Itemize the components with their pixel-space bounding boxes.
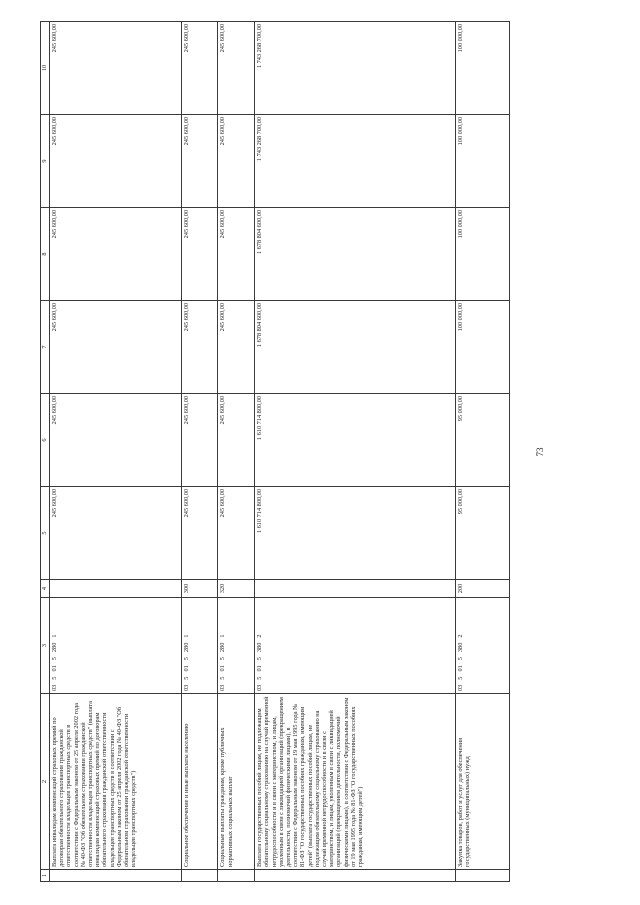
classification-code-cell bbox=[218, 598, 255, 694]
code-part: 380 bbox=[256, 642, 264, 653]
code-part: 5 bbox=[256, 676, 264, 680]
column-number-8: 8 bbox=[41, 208, 50, 301]
amount-cell-col10: 245 600,00 bbox=[50, 22, 182, 115]
code-part: 01 bbox=[51, 665, 58, 672]
row-index-cell bbox=[255, 870, 456, 882]
amount-cell-col10: 100 000,00 bbox=[455, 22, 509, 115]
code-part: 280 bbox=[219, 642, 227, 653]
code-part: 1 bbox=[219, 634, 227, 638]
code-part: 5 bbox=[51, 676, 58, 680]
code-part: 280 bbox=[182, 642, 190, 653]
item-name-cell: Социальные выплаты гражданам, кроме публичных нормативных социальных выплат bbox=[218, 694, 255, 870]
amount-cell-col7: 245 600,00 bbox=[181, 301, 218, 394]
item-name-cell: Выплата инвалидам компенсаций страховых премий по договорам обязательного страхования гражданской ответственности владельцев транспортных средств в соответствии с Федеральным законом от 25 апреля 2002 года № 40-ФЗ "Об обязательном страховании гражданской ответственности владельцев транспортных средств" (выплата инвалидам компенсаций страховых премий по договорам обязательного страхования гражданской ответственности владельцев транспортных средств в соответствии с Федеральным законом от 25 апреля 2002 года № 40-ФЗ "Об обязательном страховании гражданской ответственности владельцев транспортных средств") bbox=[50, 694, 182, 870]
amount-cell-col9: 1 743 268 700,00 bbox=[255, 115, 456, 208]
column-number-4: 4 bbox=[41, 580, 50, 598]
page-number: 73 bbox=[535, 447, 545, 457]
column-number-7: 7 bbox=[41, 301, 50, 394]
amount-cell-col5: 245 600,00 bbox=[181, 487, 218, 580]
expense-type-cell bbox=[50, 580, 182, 598]
amount-cell-col8: 1 678 804 600,00 bbox=[255, 208, 456, 301]
amount-cell-col9: 245 600,00 bbox=[218, 115, 255, 208]
classification-code-cell bbox=[181, 598, 218, 694]
amount-cell-col6: 245 600,00 bbox=[218, 394, 255, 487]
code-part: 01 bbox=[456, 665, 464, 672]
amount-cell-col6: 245 600,00 bbox=[50, 394, 182, 487]
code-part: 5 bbox=[51, 657, 58, 661]
amount-cell-col8: 100 000,00 bbox=[455, 208, 509, 301]
column-number-5: 5 bbox=[41, 487, 50, 580]
amount-cell-col5: 95 000,00 bbox=[455, 487, 509, 580]
rotated-page bbox=[40, 22, 600, 882]
code-part: 5 bbox=[456, 676, 464, 680]
column-number-9: 9 bbox=[41, 115, 50, 208]
code-part: 5 bbox=[256, 657, 264, 661]
code-part: 03 bbox=[51, 684, 58, 691]
code-part: 5 bbox=[219, 657, 227, 661]
code-part: 280 bbox=[51, 642, 58, 653]
classification-code-cell bbox=[255, 598, 456, 694]
code-part: 1 bbox=[182, 634, 190, 638]
column-number-2: 2 bbox=[41, 694, 50, 870]
table-row bbox=[255, 22, 456, 882]
column-number-6: 6 bbox=[41, 394, 50, 487]
classification-code-cell bbox=[50, 598, 182, 694]
classification-code-cell bbox=[455, 598, 509, 694]
code-part: 01 bbox=[182, 665, 190, 672]
table-row bbox=[181, 22, 218, 882]
row-index-cell bbox=[181, 870, 218, 882]
amount-cell-col7: 100 000,00 bbox=[455, 301, 509, 394]
amount-cell-col7: 245 600,00 bbox=[50, 301, 182, 394]
table-row bbox=[455, 22, 509, 882]
amount-cell-col9: 100 000,00 bbox=[455, 115, 509, 208]
amount-cell-col6: 1 610 714 800,00 bbox=[255, 394, 456, 487]
amount-cell-col9: 245 600,00 bbox=[50, 115, 182, 208]
code-part: 2 bbox=[456, 634, 464, 638]
column-number-10: 10 bbox=[41, 22, 50, 115]
expense-type-cell: 320 bbox=[218, 580, 255, 598]
code-part: 03 bbox=[256, 684, 264, 691]
code-part: 2 bbox=[256, 634, 264, 638]
code-part: 5 bbox=[456, 657, 464, 661]
amount-cell-col7: 245 600,00 bbox=[218, 301, 255, 394]
amount-cell-col8: 245 600,00 bbox=[50, 208, 182, 301]
code-part: 5 bbox=[182, 676, 190, 680]
code-part: 5 bbox=[182, 657, 190, 661]
amount-cell-col8: 245 600,00 bbox=[218, 208, 255, 301]
amount-cell-col6: 95 000,00 bbox=[455, 394, 509, 487]
item-name-cell: Выплата государственных пособий лицам, не подлежащим обязательному социальному страхованию на случай временной нетрудоспособности и в связи с материнством, и лицам, уволенным в связи с ликвидацией организаций (прекращением деятельности, полномочий физическими лицами), в соответствии с Федеральным законом от 19 мая 1995 года № 81-ФЗ "О государственных пособиях гражданам, имеющим детей" (выплата государственных пособий лицам, не подлежащим обязательному социальному страхованию на случай временной нетрудоспособности и в связи с материнством, и лицам, уволенным в связи с ликвидацией организаций (прекращением деятельности, полномочий физическими лицами), в соответствии с Федеральным законом от 19 мая 1995 года № 81-ФЗ "О государственных пособиях гражданам, имеющим детей") bbox=[255, 694, 456, 870]
amount-cell-col10: 1 743 268 700,00 bbox=[255, 22, 456, 115]
amount-cell-col9: 245 600,00 bbox=[181, 115, 218, 208]
item-name-cell: Закупка товаров, работ и услуг для обеспечения государственных (муниципальных) нужд bbox=[455, 694, 509, 870]
row-index-cell bbox=[218, 870, 255, 882]
row-index-cell bbox=[50, 870, 182, 882]
amount-cell-col7: 1 678 804 600,00 bbox=[255, 301, 456, 394]
amount-cell-col6: 245 600,00 bbox=[181, 394, 218, 487]
amount-cell-col5: 245 600,00 bbox=[218, 487, 255, 580]
amount-cell-col10: 245 600,00 bbox=[181, 22, 218, 115]
code-part: 01 bbox=[256, 665, 264, 672]
table-row bbox=[218, 22, 255, 882]
column-number-1: 1 bbox=[41, 870, 50, 882]
code-part: 1 bbox=[51, 634, 58, 638]
table-row bbox=[50, 22, 182, 882]
expense-type-cell bbox=[255, 580, 456, 598]
item-name-cell: Социальное обеспечение и иные выплаты населению bbox=[181, 694, 218, 870]
code-part: 03 bbox=[182, 684, 190, 691]
amount-cell-col5: 1 610 714 800,00 bbox=[255, 487, 456, 580]
expense-type-cell: 200 bbox=[455, 580, 509, 598]
amount-cell-col8: 245 600,00 bbox=[181, 208, 218, 301]
code-part: 03 bbox=[456, 684, 464, 691]
amount-cell-col5: 245 600,00 bbox=[50, 487, 182, 580]
row-index-cell bbox=[455, 870, 509, 882]
code-part: 5 bbox=[219, 676, 227, 680]
expense-type-cell: 300 bbox=[181, 580, 218, 598]
code-part: 01 bbox=[219, 665, 227, 672]
code-part: 03 bbox=[219, 684, 227, 691]
amount-cell-col10: 245 600,00 bbox=[218, 22, 255, 115]
column-number-row bbox=[41, 22, 50, 882]
column-number-3: 3 bbox=[41, 598, 50, 694]
budget-table bbox=[40, 21, 510, 882]
code-part: 380 bbox=[456, 642, 464, 653]
